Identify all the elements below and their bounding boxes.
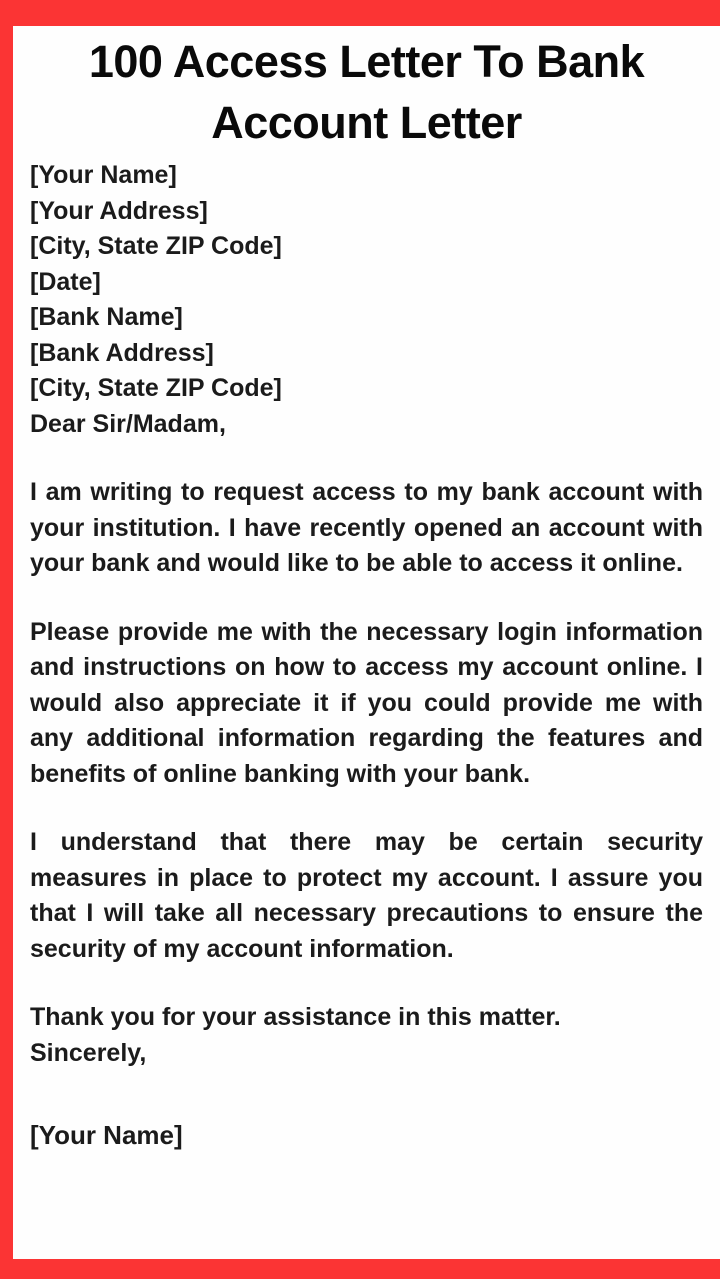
address-line-date: [Date] [30, 267, 101, 296]
page-title-line-2: Account Letter [211, 97, 522, 148]
salutation: Dear Sir/Madam, [30, 409, 226, 438]
closing-sincerely: Sincerely, [30, 1038, 147, 1067]
page-title-line-1: 100 Access Letter To Bank [88, 36, 645, 87]
body-paragraph-login-info: Please provide me with the necessary login information and instructions on how to access my account online. I would also appreciate it if you could provide me with any additional information regarding the features and benefits of online banking with your bank. [30, 617, 703, 788]
closing-thank-you: Thank you for your assistance in this matter. [30, 1003, 561, 1031]
address-line-bank-city-state-zip: [City, State ZIP Code] [30, 374, 282, 402]
page-title [30, 31, 703, 153]
body-paragraph-request-access: I am writing to request access to my bank account with your institution. I have recently opened an account with your bank and would like to be able to access it online. [30, 478, 703, 577]
signature-your-name: [Your Name] [30, 1120, 183, 1150]
address-line-bank-name: [Bank Name] [30, 303, 183, 331]
address-block [30, 158, 703, 442]
body-paragraph-security: I understand that there may be certain security measures in place to protect my account. I assure you that I will take all necessary precautions to ensure the security of my account information. [30, 828, 703, 963]
address-line-your-city-state-zip: [City, State ZIP Code] [30, 232, 282, 260]
address-line-bank-address: [Bank Address] [30, 338, 214, 367]
address-line-your-address: [Your Address] [30, 196, 208, 225]
address-line-your-name: [Your Name] [30, 161, 177, 189]
closing-block [30, 1000, 703, 1071]
letter-page [13, 26, 720, 1259]
